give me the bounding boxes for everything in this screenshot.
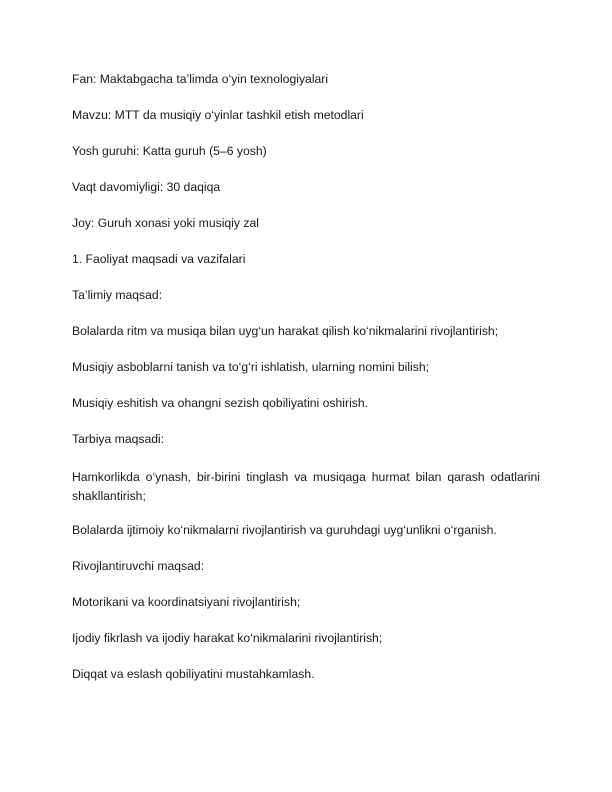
section-title: 1. Faoliyat maqsadi va vazifalari [72, 252, 246, 266]
location-line: Joy: Guruh xonasi yoki musiqiy zal [72, 216, 259, 230]
document-body [72, 72, 540, 703]
upbringing-goal-item: Bolalarda ijtimoiy ko‘nikmalarni rivojlantirish va guruhdagi uyg‘unlikni o‘rganish. [72, 523, 497, 537]
developmental-goal-heading: Rivojlantiruvchi maqsad: [72, 559, 205, 573]
developmental-goal-item: Motorikani va koordinatsiyani rivojlantirish; [72, 595, 301, 609]
educational-goal-item: Musiqiy asboblarni tanish va to‘g‘ri ishlatish, ularning nomini bilish; [72, 360, 429, 374]
developmental-goal-item: Diqqat va eslash qobiliyatini mustahkamlash. [72, 667, 315, 681]
topic-line: Mavzu: MTT da musiqiy o‘yinlar tashkil etish metodlari [72, 108, 364, 122]
educational-goal-heading: Ta’limiy maqsad: [72, 288, 163, 302]
upbringing-goal-item: Hamkorlikda o‘ynash, bir-birini tinglash va musiqaga hurmat bilan qarash odatlarini shakllantirish; [72, 470, 540, 503]
subject-line: Fan: Maktabgacha ta’limda o‘yin texnologiyalari [72, 72, 329, 86]
educational-goal-item: Bolalarda ritm va musiqa bilan uyg‘un harakat qilish ko‘nikmalarini rivojlantirish; [72, 324, 499, 338]
developmental-goal-item: Ijodiy fikrlash va ijodiy harakat ko‘nikmalarini rivojlantirish; [72, 631, 383, 645]
age-group-line: Yosh guruhi: Katta guruh (5–6 yosh) [72, 144, 267, 158]
upbringing-goal-heading: Tarbiya maqsadi: [72, 432, 165, 446]
educational-goal-item: Musiqiy eshitish va ohangni sezish qobiliyatini oshirish. [72, 396, 369, 410]
duration-line: Vaqt davomiyligi: 30 daqiqa [72, 180, 221, 194]
